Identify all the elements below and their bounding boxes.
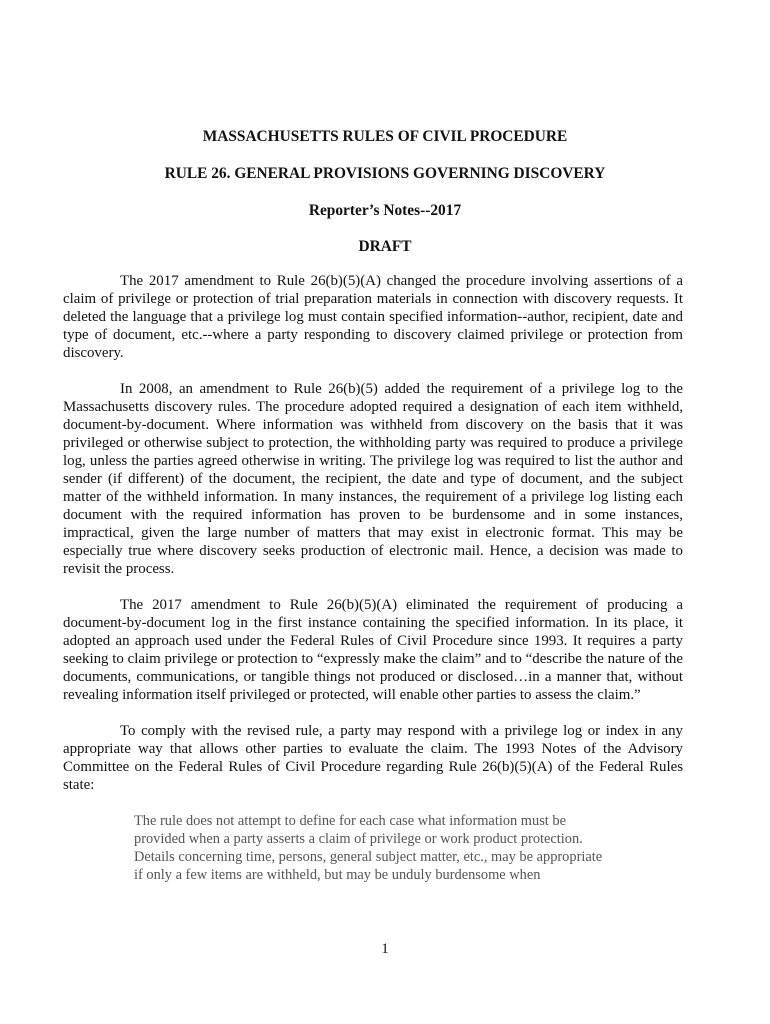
draft-label: DRAFT bbox=[358, 238, 412, 255]
paragraph-4: To comply with the revised rule, a party may respond with a privilege log or index in any appropriate way that allows other parties to evaluate the claim. The 1993 Notes of the Advisory Committee on the Federal Rules of Civil Procedure regarding Rule 26(b)(5)(A) of the Federal Rules state: bbox=[63, 723, 683, 793]
rule-heading: RULE 26. GENERAL PROVISIONS GOVERNING DISCOVERY bbox=[164, 165, 606, 182]
document-title: MASSACHUSETTS RULES OF CIVIL PROCEDURE bbox=[202, 128, 568, 145]
paragraph-2: In 2008, an amendment to Rule 26(b)(5) added the requirement of a privilege log to the Massachusetts discovery rules. The procedure adopted required a designation of each item withheld, document-by-document. Where information was withheld from discovery on the basis that it was privileged or otherwise subject to protection, the withholding party was required to produce a privilege log, unless the parties agreed otherwise in writing. The privilege log was required to list the author and sender (if different) of the document, the recipient, the date and type of document, and the subject matter of the withheld information. In many instances, the requirement of a privilege log listing each document with the required information has proven to be burdensome and in some instances, impractical, given the large number of matters that may exist in electronic format. This may be especially true where discovery seeks production of electronic mail. Hence, a decision was made to revisit the process. bbox=[63, 381, 683, 577]
paragraph-3: The 2017 amendment to Rule 26(b)(5)(A) eliminated the requirement of producing a document-by-document log in the first instance containing the specified information. In its place, it adopted an approach used under the Federal Rules of Civil Procedure since 1993. It requires a party seeking to claim privilege or protection to “expressly make the claim” and to “describe the nature of the documents, communications, or tangible things not produced or disclosed…in a manner that, without revealing information itself privileged or protected, will enable other parties to assess the claim.” bbox=[63, 597, 683, 703]
notes-heading: Reporter’s Notes--2017 bbox=[308, 202, 462, 219]
block-quote: The rule does not attempt to define for each case what information must be provided when a party asserts a claim of privilege or work product protection. Details concerning time, persons, general subject matter, etc., may be appropriate if only a few items are withheld, but may be unduly burdensome when bbox=[134, 813, 603, 883]
paragraph-1: The 2017 amendment to Rule 26(b)(5)(A) changed the procedure involving assertions of a claim of privilege or protection of trial preparation materials in connection with discovery requests. It deleted the language that a privilege log must contain specified information--author, recipient, date and type of document, etc.--where a party responding to discovery claimed privilege or protection from discovery. bbox=[63, 273, 683, 361]
document-body bbox=[63, 272, 683, 884]
page-number: 1 bbox=[381, 941, 389, 957]
